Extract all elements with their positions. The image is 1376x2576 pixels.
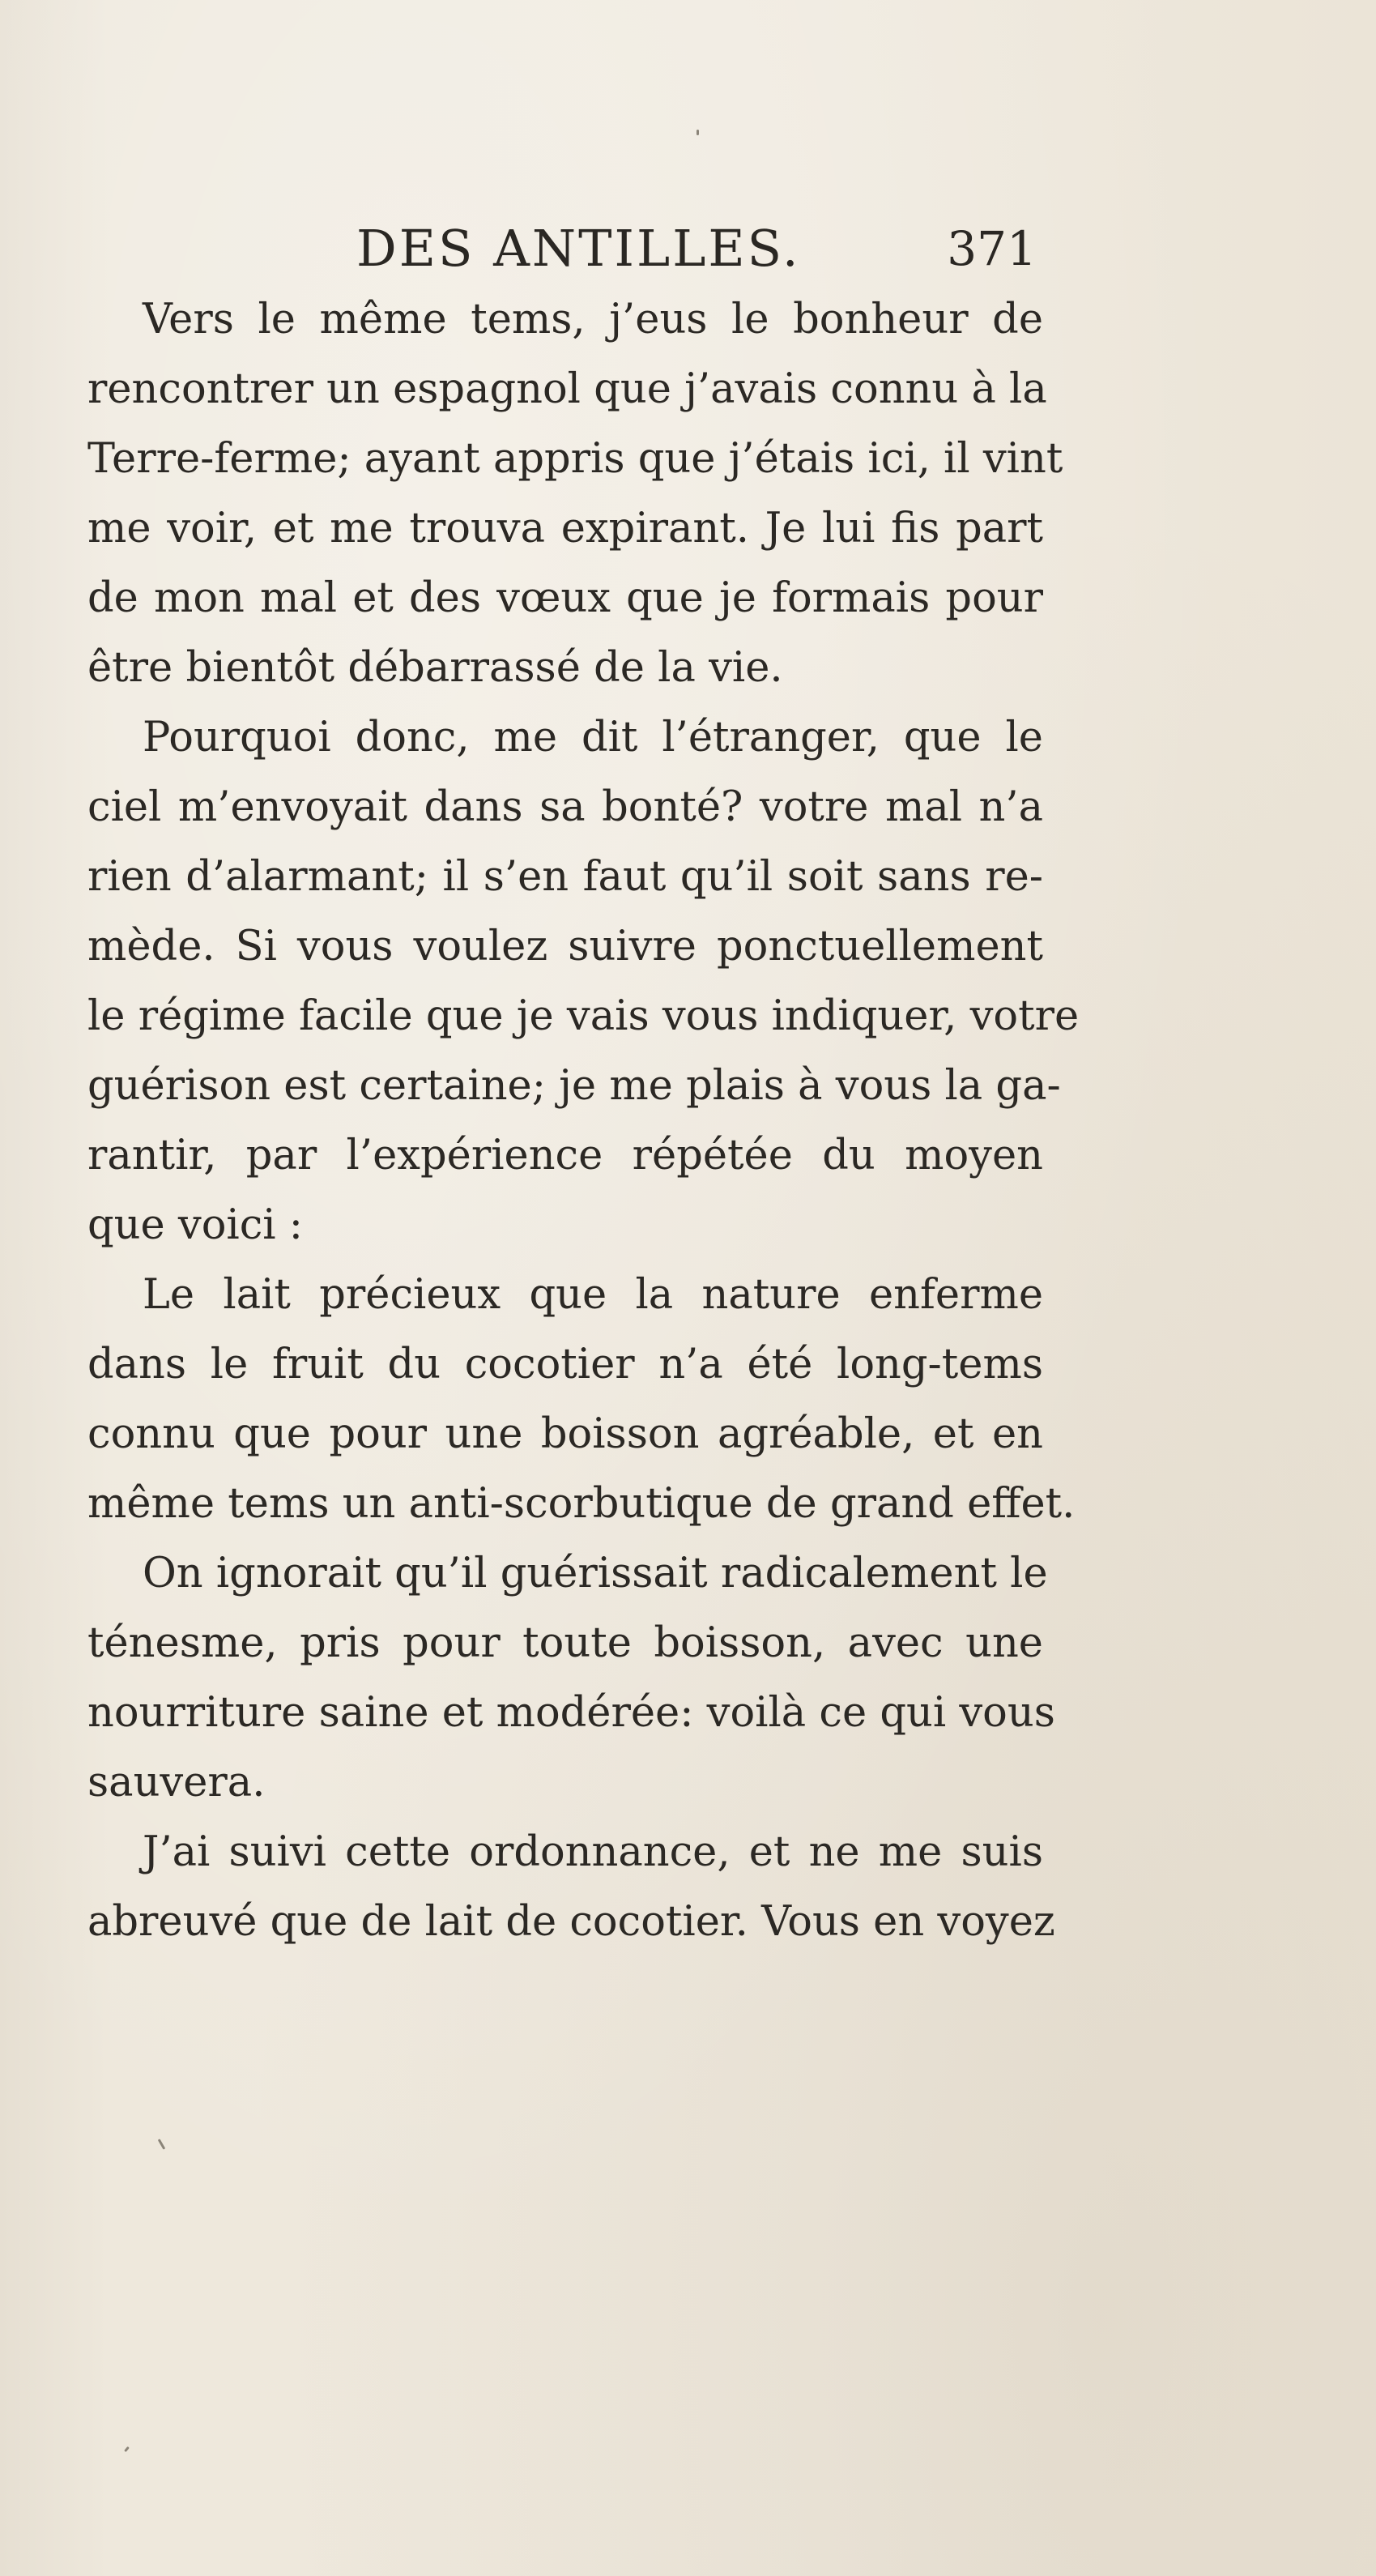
paper-speck — [697, 130, 699, 135]
body-text — [87, 285, 1080, 1957]
page-header — [243, 212, 1037, 285]
paragraph-2 — [87, 703, 1080, 1260]
text-line: même tems un anti-scorbutique de grand effet. — [87, 1480, 1076, 1528]
text-line: Pourquoi donc, me dit l’étranger, que le — [143, 714, 1043, 761]
text-line: sauvera. — [87, 1759, 266, 1806]
text-line: Le lait précieux que la nature enferme — [143, 1271, 1043, 1319]
text-line: On ignorait qu’il guérissait radicalement le — [143, 1550, 1048, 1597]
paragraph-3 — [87, 1260, 1076, 1539]
text-line: ténesme, pris pour toute boisson, avec une — [87, 1619, 1043, 1667]
text-line: dans le fruit du cocotier n’a été long-tems — [87, 1341, 1043, 1388]
running-title: DES ANTILLES. — [356, 219, 801, 278]
text-line: le régime facile que je vais vous indiquer, votre — [87, 992, 1080, 1040]
paragraph-1 — [87, 285, 1063, 703]
paragraph-4 — [87, 1539, 1055, 1818]
text-line: ciel m’envoyait dans sa bonté? votre mal n’a — [87, 783, 1043, 831]
text-line: rencontrer un espagnol que j’avais connu à la — [87, 365, 1047, 413]
text-line: connu que pour une boisson agréable, et en — [87, 1410, 1043, 1458]
text-line: être bientôt débarrassé de la vie. — [87, 644, 783, 692]
paper-speck — [124, 2446, 130, 2452]
text-line: de mon mal et des vœux que je formais pour — [87, 574, 1043, 622]
text-line: abreuvé que de lait de cocotier. Vous en voyez — [87, 1898, 1055, 1946]
page-number: 371 — [947, 221, 1037, 276]
text-line: que voici : — [87, 1201, 303, 1249]
text-line: me voir, et me trouva expirant. Je lui fis part — [87, 505, 1043, 552]
text-line: Vers le même tems, j’eus le bonheur de — [143, 296, 1043, 343]
paragraph-5 — [87, 1818, 1055, 1957]
text-line: guérison est certaine; je me plais à vous la ga- — [87, 1062, 1061, 1110]
text-line: rien d’alarmant; il s’en faut qu’il soit sans re- — [87, 853, 1043, 901]
text-line: J’ai suivi cette ordonnance, et ne me suis — [143, 1828, 1043, 1876]
text-line: Terre-ferme; ayant appris que j’étais ici, il vint — [87, 435, 1063, 483]
text-line: mède. Si vous voulez suivre ponctuellement — [87, 923, 1043, 970]
text-line: rantir, par l’expérience répétée du moyen — [87, 1132, 1043, 1179]
paper-speck — [158, 2139, 166, 2150]
text-line: nourriture saine et modérée: voilà ce qui vous — [87, 1689, 1055, 1737]
